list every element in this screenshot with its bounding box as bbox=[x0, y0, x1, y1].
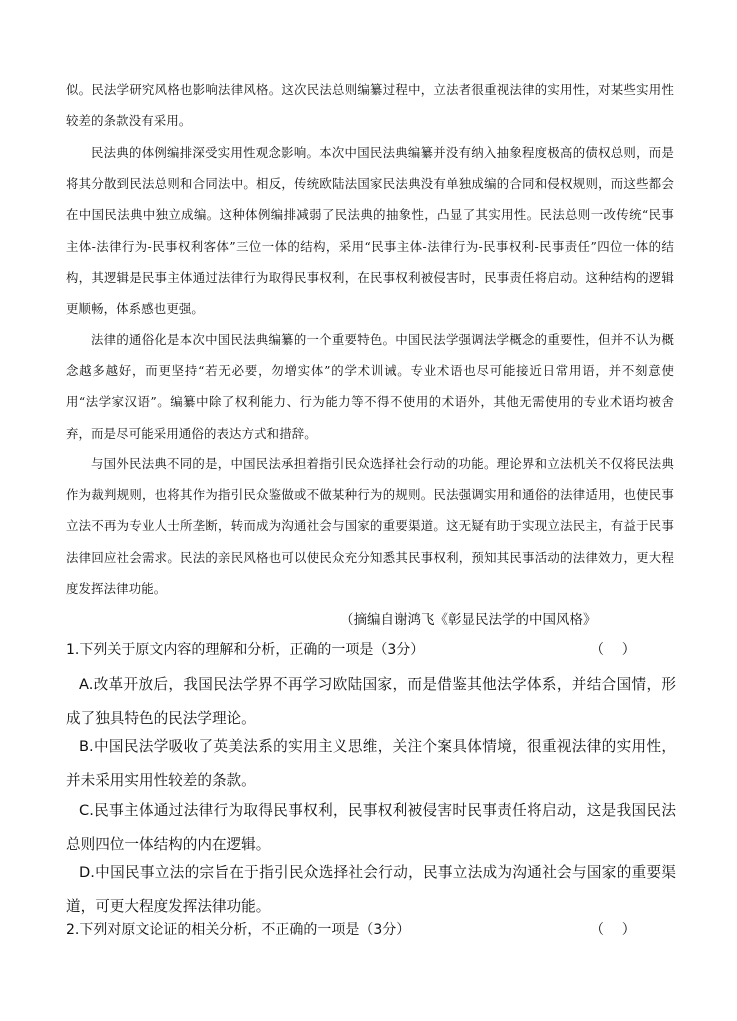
question-1-option-b: B.中国民法学吸收了英美法系的实用主义思维，关注个案具体情境，很重视法律的实用性，并未采用实用性较差的条款。 bbox=[66, 738, 676, 789]
question-1-option-a: A.改革开放后，我国民法学界不再学习欧陆国家，而是借鉴其他法学体系，并结合国情，形成了独具特色的民法学理论。 bbox=[66, 676, 676, 727]
question-1-answer-blank: （ ） bbox=[590, 642, 636, 658]
question-1-option-d: D.中国民事立法的宗旨在于指引民众选择社会行动，民事立法成为沟通社会与国家的重要渠道，可更大程度发挥法律功能。 bbox=[66, 864, 676, 915]
passage-paragraph-3: 法律的通俗化是本次中国民法典编纂的一个重要特色。中国民法学强调法学概念的重要性，但并不认为概念越多越好，而更坚持“若无必要，勿增实体”的学术训诫。专业术语也尽可能接近日常用语，并不刻意使用“法学家汉语”。编纂中除了权利能力、行为能力等不得不使用的术语外，其他无需使用的专业术语均被舍弃，而是尽可能采用通俗的表达方式和措辞。 bbox=[66, 332, 674, 441]
source-citation: （摘编自谢鸿飞《彰显民法学的中国风格》 bbox=[340, 612, 597, 628]
passage-paragraph-2: 民法典的体例编排深受实用性观念影响。本次中国民法典编纂并没有纳入抽象程度极高的债权总则，而是将其分散到民法总则和合同法中。相反，传统欧陆法国家民法典没有单独成编的合同和侵权规则，而这些都会在中国民法典中独立成编。这种体例编排减弱了民法典的抽象性，凸显了其实用性。民法总则一改传统“民事主体-法律行为-民事权利客体”三位一体的结构，采用“民事主体-法律行为-民事权利-民事责任”四位一体的结构，其逻辑是民事主体通过法律行为取得民事权利，在民事权利被侵害时，民事责任将启动。这种结构的逻辑更顺畅，体系感也更强。 bbox=[66, 145, 674, 317]
question-1-option-c: C.民事主体通过法律行为取得民事权利，民事权利被侵害时民事责任将启动，这是我国民法总则四位一体结构的内在逻辑。 bbox=[66, 802, 676, 853]
question-2-answer-blank: （ ） bbox=[590, 922, 636, 938]
question-2-stem: 2.下列对原文论证的相关分析，不正确的一项是（3分） bbox=[66, 922, 411, 938]
question-1-stem: 1.下列关于原文内容的理解和分析，正确的一项是（3分） bbox=[66, 642, 425, 658]
passage-paragraph-1: 似。民法学研究风格也影响法律风格。这次民法总则编纂过程中，立法者很重视法律的实用性，对某些实用性较差的条款没有采用。 bbox=[66, 82, 674, 129]
question-2 bbox=[66, 918, 674, 942]
passage-paragraph-4: 与国外民法典不同的是，中国民法承担着指引民众选择社会行动的功能。理论界和立法机关不仅将民法典作为裁判规则，也将其作为指引民众鉴做或不做某种行为的规则。民法强调实用和通俗的法律适用，也使民事立法不再为专业人士所垄断，转而成为沟通社会与国家的重要渠道。这无疑有助于实现立法民主，有益于民事法律回应社会需求。民法的亲民风格也可以使民众充分知悉其民事权利，预知其民事活动的法律效力，更大程度发挥法律功能。 bbox=[66, 456, 674, 596]
question-1 bbox=[66, 638, 674, 662]
